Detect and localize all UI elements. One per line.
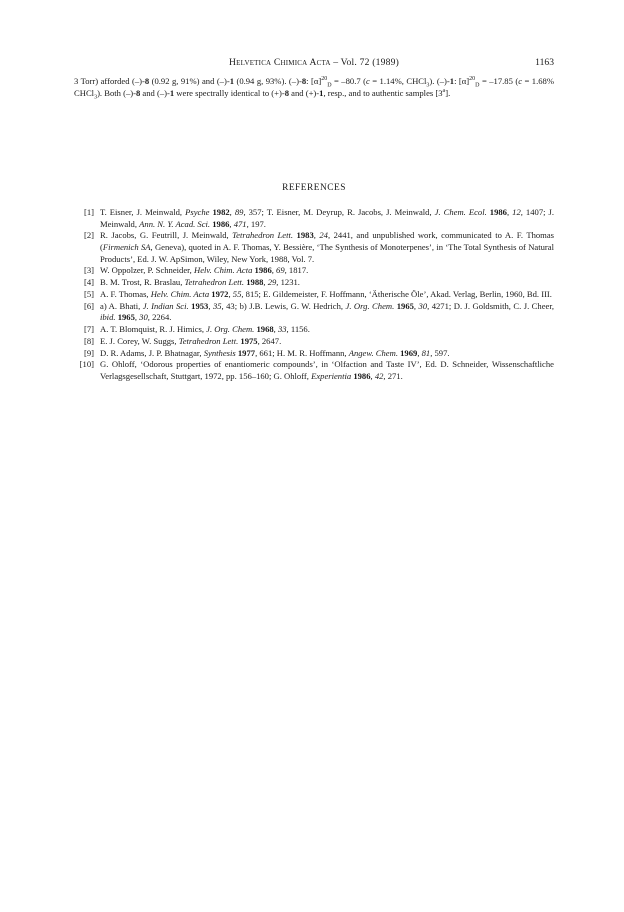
reference-text: 81: [421, 347, 431, 358]
reference-text: ,: [229, 218, 234, 229]
reference-text: Firmenich SA: [102, 241, 151, 252]
reference-text: 1977: [237, 347, 256, 358]
reference-text: 1965: [396, 300, 414, 311]
reference-number: [8]: [83, 335, 94, 346]
reference-text: , Geneva), quoted in A. F. Thomas, Y. Bessière, ‘The Synthesis of Monoterpenes’, in ‘The Total Synthesis of Natural Products’, Ed. J. W. ApSimon, Wiley, New York, 1988, Vol. 7.: [100, 241, 554, 264]
reference-text: ,: [228, 288, 233, 299]
reference-text: , 2647.: [257, 335, 282, 346]
page-number: 1163: [535, 57, 554, 68]
reference-text: 471: [233, 218, 247, 229]
reference-text: Angew. Chem.: [348, 347, 398, 358]
reference-text: A. F. Thomas,: [100, 288, 151, 299]
reference-text: J. Org. Chem.: [345, 300, 395, 311]
reference-text: R. Jacobs, G. Feutrill, J. Meinwald,: [100, 230, 233, 241]
reference-text: Helv. Chim. Acta: [150, 288, 210, 299]
reference-text: W. Oppolzer, P. Schneider,: [100, 265, 194, 276]
reference-text: 1988: [246, 277, 264, 288]
reference-item: [74, 265, 554, 277]
reference-text: Ann. N. Y. Acad. Sci.: [139, 218, 211, 229]
reference-number: [9]: [83, 347, 94, 358]
reference-text: 1986: [212, 218, 230, 229]
reference-text: 1965: [117, 312, 135, 323]
reference-text: 1972: [211, 288, 229, 299]
reference-text: ,: [273, 324, 278, 335]
reference-text: 89: [234, 207, 244, 217]
reference-text: ,: [313, 230, 320, 241]
references-list: [74, 207, 554, 383]
reference-text: 29: [267, 277, 277, 288]
reference-text: Experientia: [311, 371, 352, 381]
reference-text: A. T. Blomquist, R. J. Himics,: [100, 324, 207, 335]
reference-text: ,: [413, 300, 419, 311]
reference-text: D. R. Adams, J. P. Bhatnagar,: [100, 347, 204, 358]
reference-text: 1986: [353, 371, 371, 381]
reference-text: G. Ohloff, ‘Odorous properties of enantiomeric compounds’, in ‘Olfaction and Taste IV’, Ed. D. Schneider, Wissenschaftliche Verlagsgesellschaft, Stuttgart, 1972, pp. 156–160; G. Ohloff,: [100, 359, 554, 381]
reference-text: ,: [208, 300, 213, 311]
reference-text: , 815; E. Gildemeister, F. Hoffmann, ‘Ätherische Öle’, Akad. Verlag, Berlin, 1960, Bd. III.: [241, 288, 552, 299]
reference-text: J. Org. Chem.: [206, 324, 255, 335]
reference-text: ,: [271, 265, 277, 276]
reference-text: 24: [319, 230, 328, 241]
reference-text: a) A. Bhati,: [100, 300, 143, 311]
reference-number: [4]: [83, 277, 94, 288]
reference-number: [1]: [83, 207, 94, 217]
continuation-paragraph: 3 Torr) afforded (–)-8 (0.92 g, 91%) and (–)-1 (0.94 g, 93%). (–)-8: $[\alpha]^{20}_D = -80.7$ (c = 1.14%, CHCl$_3$). (–)-1: $[\alpha]^{20}_D = -17.85$ (c = 1.68% CHCl$_3$). Both (–)-8 and (–)-1 were spectrally identical to (+)-8 and (+)-1, resp., and to authentic samples [3$^a$].: [74, 76, 555, 101]
reference-text: Tetrahedron Lett.: [178, 335, 239, 346]
reference-text: 33: [277, 324, 287, 335]
journal-volume: – Vol. 72 (1989): [333, 57, 399, 68]
reference-text: , 661; H. M. R. Hoffmann,: [255, 347, 349, 358]
reference-number: [10]: [79, 359, 94, 370]
reference-item: [74, 289, 554, 301]
experimental-continuation: [74, 76, 554, 99]
reference-text: , 1407; J. Meinwald,: [100, 207, 555, 229]
running-title: [74, 57, 554, 69]
reference-text: 1986: [489, 207, 507, 217]
reference-text: Helv. Chim. Acta: [193, 265, 253, 276]
reference-text: , 1231.: [276, 277, 300, 288]
reference-text: , 1817.: [284, 265, 309, 276]
reference-text: ,: [506, 207, 513, 217]
reference-text: Psyche: [185, 207, 210, 217]
reference-text: J. Chem. Ecol.: [434, 207, 487, 217]
reference-text: , 357; T. Eisner, M. Deyrup, R. Jacobs, J. Meinwald,: [243, 207, 435, 217]
reference-text: J. Indian Sci.: [142, 300, 189, 311]
reference-text: 55: [232, 288, 242, 299]
reference-text: , 2441, and unpublished work, communicated to A. F. Thomas (: [100, 230, 555, 252]
reference-text: 30: [418, 300, 428, 311]
reference-text: 12: [512, 207, 521, 217]
reference-text: , 43; b) J.B. Lewis, G. W. Hedrich,: [221, 300, 346, 311]
reference-number: [2]: [83, 230, 94, 241]
reference-text: , 2264.: [147, 312, 172, 323]
reference-item: [74, 230, 554, 265]
reference-item: [74, 301, 554, 324]
reference-item: [74, 324, 554, 336]
reference-text: Tetrahedron Lett.: [232, 230, 294, 241]
reference-number: [3]: [83, 265, 94, 276]
reference-text: , 597.: [430, 347, 450, 358]
reference-item: [74, 336, 554, 348]
reference-text: 1953: [191, 300, 209, 311]
reference-text: T. Eisner, J. Meinwald,: [100, 207, 186, 217]
reference-text: B. M. Trost, R. Braslau,: [100, 277, 185, 288]
reference-item: [74, 348, 554, 360]
reference-item: [74, 277, 554, 289]
reference-text: 1968: [256, 324, 274, 335]
reference-text: 1986: [254, 265, 272, 276]
reference-text: ,: [370, 371, 375, 381]
reference-text: 30: [139, 312, 148, 323]
reference-text: 42: [374, 371, 384, 381]
reference-number: [6]: [83, 300, 94, 311]
references-heading: REFERENCES: [282, 183, 346, 193]
reference-text: E. J. Corey, W. Suggs,: [100, 335, 179, 346]
reference-text: 1969: [400, 347, 418, 358]
reference-text: 1983: [296, 230, 314, 241]
reference-text: , 271.: [383, 371, 403, 381]
reference-text: , 4271; D. J. Goldsmith, C. J. Cheer,: [427, 300, 555, 311]
reference-text: ,: [417, 347, 422, 358]
reference-text: ,: [263, 277, 268, 288]
reference-text: 1975: [240, 335, 258, 346]
reference-number: [7]: [83, 324, 94, 335]
reference-text: 69: [276, 265, 285, 276]
reference-item: [74, 359, 554, 382]
reference-text: Synthesis: [203, 347, 236, 358]
reference-text: , 197.: [246, 218, 266, 229]
journal-name: Helvetica Chimica Acta: [229, 57, 331, 68]
reference-text: ,: [229, 207, 235, 217]
reference-text: 1982: [212, 207, 230, 217]
reference-text: , 1156.: [286, 324, 310, 335]
reference-text: 35: [212, 300, 222, 311]
reference-item: [74, 207, 554, 230]
reference-text: Tetrahedron Lett.: [184, 277, 245, 288]
reference-number: [5]: [83, 288, 94, 299]
reference-text: ibid.: [100, 312, 116, 323]
reference-text: ,: [134, 312, 140, 323]
